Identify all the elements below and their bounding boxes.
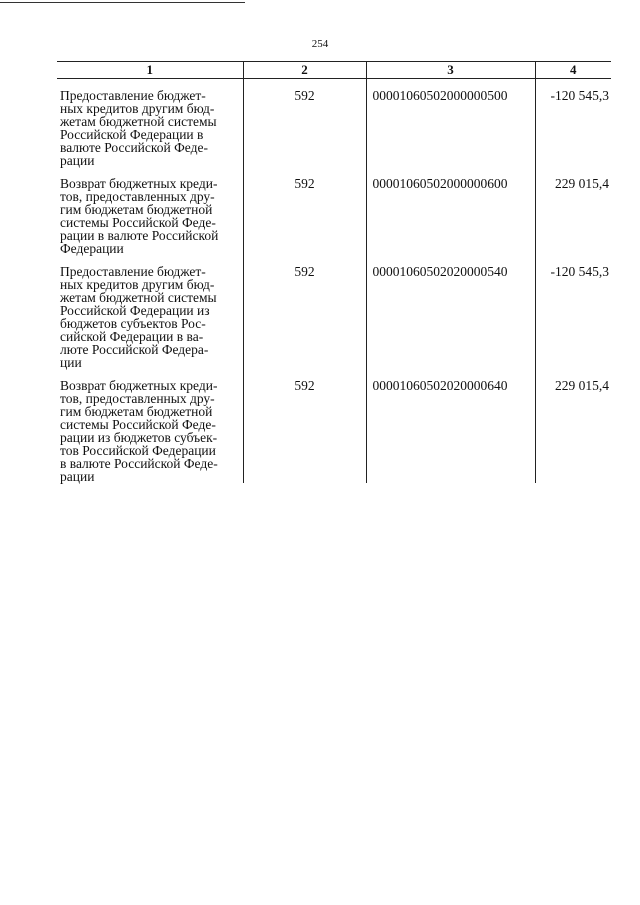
row-description-line: жетам бюджетной системы	[60, 114, 217, 129]
row-description	[57, 79, 243, 178]
column-header-3: 3	[366, 62, 535, 79]
row-description-line: валюте Российской Феде-	[60, 140, 208, 155]
row-classification-code: 00001060502000000500	[366, 79, 535, 178]
row-description-line: бюджетов субъектов Рос-	[60, 316, 206, 331]
row-description-line: ных кредитов другим бюд-	[60, 277, 215, 292]
row-description	[57, 379, 243, 483]
row-description-line: системы Российской Феде-	[60, 215, 216, 230]
row-description-line: Федерации	[60, 241, 124, 256]
row-amount: -120 545,3	[535, 265, 611, 379]
row-description-line: жетам бюджетной системы	[60, 290, 217, 305]
row-description-line: люте Российской Федера-	[60, 342, 209, 357]
row-classification-code: 00001060502020000540	[366, 265, 535, 379]
row-description-line: Российской Федерации из	[60, 303, 210, 318]
table-row	[57, 265, 611, 379]
row-classification-code: 00001060502020000640	[366, 379, 535, 483]
row-description	[57, 265, 243, 379]
column-header-4: 4	[535, 62, 611, 79]
page-number: 254	[311, 38, 329, 50]
row-description-line: Предоставление бюджет-	[60, 88, 206, 103]
table-row	[57, 177, 611, 265]
row-description-line: Возврат бюджетных креди-	[60, 176, 218, 191]
row-description-line: системы Российской Феде-	[60, 417, 216, 432]
table-row	[57, 79, 611, 178]
row-description-line: гим бюджетам бюджетной	[60, 202, 213, 217]
row-admin-code: 592	[243, 265, 366, 379]
row-description-line: Предоставление бюджет-	[60, 264, 206, 279]
row-description-line: Российской Федерации в	[60, 127, 204, 142]
table-body	[57, 79, 611, 484]
row-description-line: тов, предоставленных дру-	[60, 189, 215, 204]
row-description-line: ных кредитов другим бюд-	[60, 101, 215, 116]
row-classification-code: 00001060502000000600	[366, 177, 535, 265]
table-header-row	[57, 62, 611, 79]
row-amount: 229 015,4	[535, 379, 611, 483]
row-description-line: рации из бюджетов субъек-	[60, 430, 218, 445]
column-header-1: 1	[57, 62, 243, 79]
budget-table	[57, 61, 611, 483]
row-description-line: сийской Федерации в ва-	[60, 329, 204, 344]
row-description-line: рации	[60, 469, 95, 484]
row-description-line: в валюте Российской Феде-	[60, 456, 218, 471]
row-admin-code: 592	[243, 177, 366, 265]
table-row	[57, 379, 611, 483]
row-admin-code: 592	[243, 79, 366, 178]
row-amount: -120 545,3	[535, 79, 611, 178]
row-admin-code: 592	[243, 379, 366, 483]
row-description-line: тов Российской Федерации	[60, 443, 216, 458]
row-description-line: рации в валюте Российской	[60, 228, 219, 243]
row-description-line: Возврат бюджетных креди-	[60, 378, 218, 393]
row-description	[57, 177, 243, 265]
row-amount: 229 015,4	[535, 177, 611, 265]
row-description-line: ции	[60, 355, 82, 370]
column-header-2: 2	[243, 62, 366, 79]
row-description-line: гим бюджетам бюджетной	[60, 404, 213, 419]
row-description-line: рации	[60, 153, 95, 168]
top-rule	[0, 2, 245, 3]
row-description-line: тов, предоставленных дру-	[60, 391, 215, 406]
